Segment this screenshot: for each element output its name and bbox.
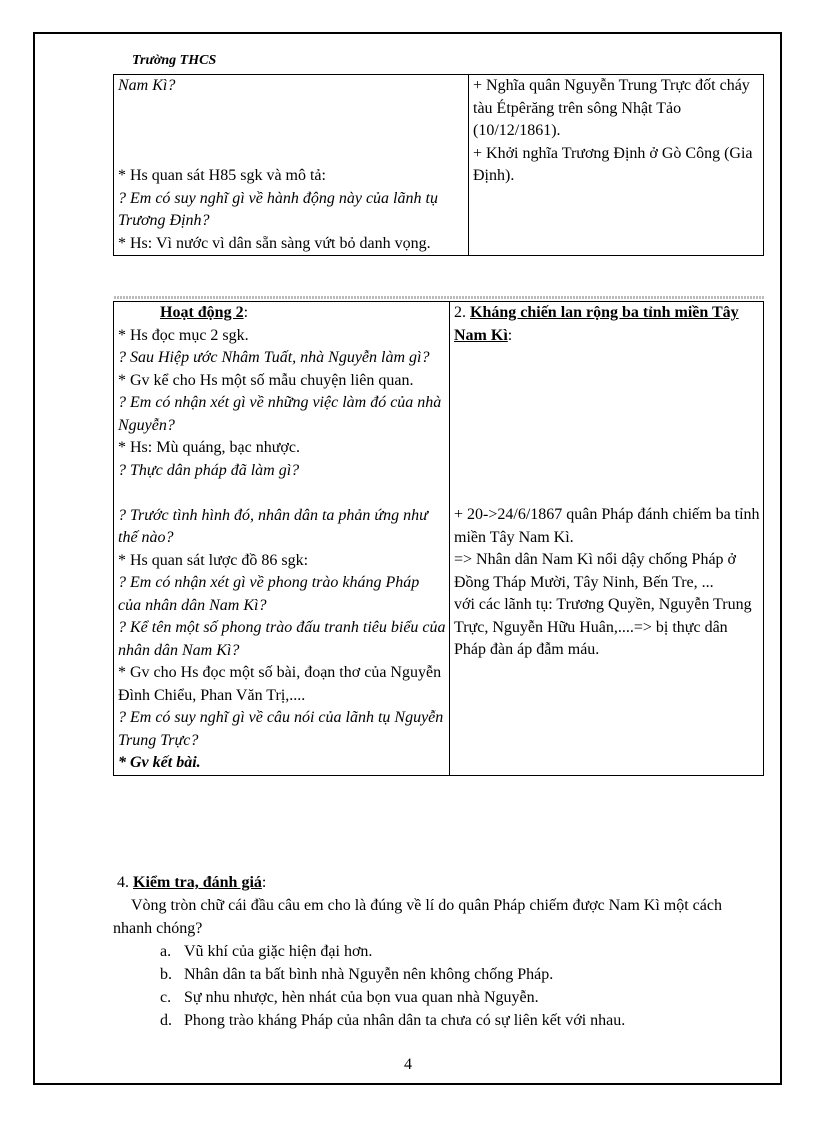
question: ? Em có nhận xét gì về những việc làm đó của nhà Nguyễn? (118, 394, 442, 434)
activity-heading: Hoạt động 2: (160, 304, 249, 321)
student-task: * Hs quan sát H85 sgk và mô tả: (118, 167, 326, 184)
answer-option[interactable]: c. Sự nhu nhược, hèn nhát của bọn vua quan nhà Nguyễn. (160, 989, 539, 1006)
question: ? Sau Hiệp ước Nhâm Tuất, nhà Nguyễn làm gì? (118, 349, 430, 366)
assessment-section (113, 871, 763, 1032)
student-answer: * Hs: Mù quáng, bạc nhược. (118, 439, 300, 456)
teacher-conclusion: * Gv kết bài. (118, 754, 201, 771)
teacher-task: * Gv kể cho Hs một số mẫu chuyện liên quan. (118, 371, 414, 389)
question: ? Thực dân pháp đã làm gì? (118, 461, 300, 479)
divider (114, 296, 764, 299)
content-cell (469, 75, 764, 256)
school-header: Trường THCS (132, 53, 217, 68)
lesson-table-1 (113, 74, 764, 256)
student-answer: * Hs: Vì nước vì dân sẵn sàng vứt bỏ danh vọng. (118, 234, 431, 252)
answer-option[interactable]: a. Vũ khí của giặc hiện đại hơn. (160, 943, 373, 960)
question: ? Em có suy nghĩ gì về câu nói của lãnh tụ Nguyễn Trung Trực? (118, 709, 444, 749)
content-point: với các lãnh tụ: Trương Quyền, Nguyễn Trung Trực, Nguyễn Hữu Huân,....=> bị thực dân Pháp đàn áp đẫm máu. (454, 596, 752, 658)
teacher-student-activity-cell (114, 75, 469, 256)
content-point: + 20->24/6/1867 quân Pháp đánh chiếm ba tỉnh miền Tây Nam Kì. (454, 506, 760, 546)
student-task: * Hs quan sát lược đồ 86 sgk: (118, 551, 309, 569)
content-point: + Nghĩa quân Nguyễn Trung Trực đốt cháy tàu Étpêrăng trên sông Nhật Tảo (10/12/1861). (473, 77, 750, 139)
question: ? Em có nhận xét gì về phong trào kháng Pháp của nhân dân Nam Kì? (118, 574, 420, 614)
answer-options (113, 940, 763, 1032)
student-task: * Hs đọc mục 2 sgk. (118, 326, 249, 344)
content-heading: 2. Kháng chiến lan rộng ba tỉnh miền Tây Nam Kì: (454, 304, 739, 344)
section-heading: 4. Kiểm tra, đánh giá: (117, 874, 267, 891)
content-point: => Nhân dân Nam Kì nổi dậy chống Pháp ở Đồng Tháp Mười, Tây Ninh, Bến Tre, ... (454, 551, 737, 591)
question: ? Trước tình hình đó, nhân dân ta phản ứng như thế nào? (118, 506, 428, 546)
page-number: 4 (404, 1056, 412, 1073)
table-row (114, 302, 764, 776)
answer-option[interactable]: d. Phong trào kháng Pháp của nhân dân ta chưa có sự liên kết với nhau. (160, 1012, 626, 1029)
quiz-question: Vòng tròn chữ cái đầu câu em cho là đúng về lí do quân Pháp chiếm được Nam Kì một cách nhanh chóng? (113, 897, 722, 937)
teacher-student-activity-cell (114, 302, 450, 776)
content-cell (450, 302, 764, 776)
content-point: + Khởi nghĩa Trương Định ở Gò Công (Gia Định). (473, 144, 753, 184)
table-row (114, 75, 764, 256)
lesson-table-2 (113, 301, 764, 776)
question-fragment: Nam Kì? (118, 77, 176, 94)
answer-option[interactable]: b. Nhân dân ta bất bình nhà Nguyễn nên không chống Pháp. (160, 966, 554, 983)
question: ? Em có suy nghĩ gì về hành động này của lãnh tụ Trương Định? (118, 189, 438, 229)
question: ? Kể tên một số phong trào đấu tranh tiêu biểu của nhân dân Nam Kì? (118, 619, 446, 659)
teacher-task: * Gv cho Hs đọc một số bài, đoạn thơ của Nguyễn Đình Chiểu, Phan Văn Trị,.... (118, 664, 442, 704)
